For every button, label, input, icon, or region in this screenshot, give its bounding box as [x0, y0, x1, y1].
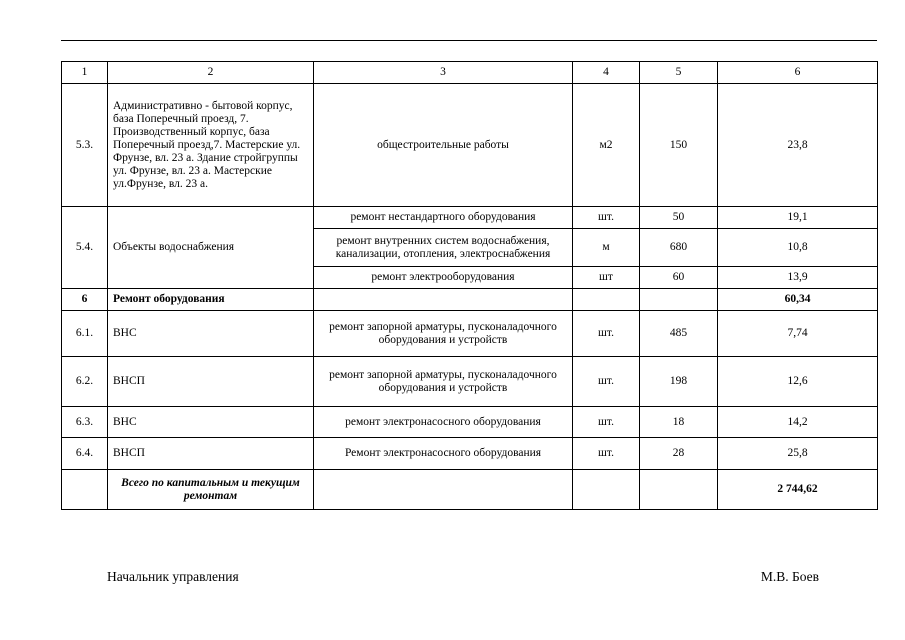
work-type: Ремонт электронасосного оборудования: [314, 438, 573, 470]
work-type: ремонт нестандартного оборудования: [314, 207, 573, 229]
empty-cell: [573, 470, 640, 510]
section-row-6: [62, 289, 878, 311]
unit: м2: [573, 84, 640, 207]
row-number: 5.3.: [62, 84, 108, 207]
object-name: Административно - бытовой корпус, база Поперечный проезд, 7. Производственный корпус, база Поперечный проезд,7. Мастерские ул. Фрунзе, вл. 23 а. Здание стройгруппы ул. Фрунзе, вл. 23 а. Мастерские ул.Фрунзе, вл. 23 а.: [108, 84, 314, 207]
table-row-6-3: [62, 407, 878, 438]
row-number: 6.3.: [62, 407, 108, 438]
repairs-table: [61, 61, 878, 510]
quantity: 150: [640, 84, 718, 207]
section-title: Ремонт оборудования: [108, 289, 314, 311]
quantity: 60: [640, 267, 718, 289]
empty-cell: [573, 289, 640, 311]
object-name: ВНСП: [108, 357, 314, 407]
row-number: 5.4.: [62, 207, 108, 289]
unit: шт.: [573, 357, 640, 407]
section-cost: 60,34: [718, 289, 878, 311]
quantity: 18: [640, 407, 718, 438]
quantity: 28: [640, 438, 718, 470]
cost: 19,1: [718, 207, 878, 229]
row-number: 6.2.: [62, 357, 108, 407]
work-type: общестроительные работы: [314, 84, 573, 207]
unit: шт.: [573, 438, 640, 470]
table-row-5-4-a: [62, 207, 878, 229]
unit: шт: [573, 267, 640, 289]
total-label: Всего по капитальным и текущим ремонтам: [108, 470, 314, 510]
work-type: ремонт запорной арматуры, пусконаладочного оборудования и устройств: [314, 311, 573, 357]
cost: 14,2: [718, 407, 878, 438]
work-type: ремонт электронасосного оборудования: [314, 407, 573, 438]
table-row-6-1: [62, 311, 878, 357]
cost: 13,9: [718, 267, 878, 289]
unit: шт.: [573, 207, 640, 229]
signatory-position: Начальник управления: [107, 569, 239, 584]
work-type: ремонт запорной арматуры, пусконаладочного оборудования и устройств: [314, 357, 573, 407]
empty-cell: [62, 470, 108, 510]
table-row-6-2: [62, 357, 878, 407]
row-number: 6: [62, 289, 108, 311]
top-rule: [61, 40, 877, 41]
object-name: ВНС: [108, 407, 314, 438]
unit: м: [573, 229, 640, 267]
cost: 23,8: [718, 84, 878, 207]
col-header-4: 4: [573, 62, 640, 84]
total-cost: 2 744,62: [718, 470, 878, 510]
col-header-5: 5: [640, 62, 718, 84]
cost: 12,6: [718, 357, 878, 407]
object-name: Объекты водоснабжения: [108, 207, 314, 289]
col-header-1: 1: [62, 62, 108, 84]
signatory-name: М.В. Боев: [760, 569, 819, 584]
cost: 25,8: [718, 438, 878, 470]
header-row: [62, 62, 878, 84]
table-row-6-4: [62, 438, 878, 470]
empty-cell: [640, 470, 718, 510]
col-header-3: 3: [314, 62, 573, 84]
quantity: 485: [640, 311, 718, 357]
object-name: ВНСП: [108, 438, 314, 470]
empty-cell: [314, 289, 573, 311]
work-type: ремонт внутренних систем водоснабжения, канализации, отопления, электроснабжения: [314, 229, 573, 267]
object-name: ВНС: [108, 311, 314, 357]
row-number: 6.4.: [62, 438, 108, 470]
col-header-6: 6: [718, 62, 878, 84]
unit: шт.: [573, 311, 640, 357]
quantity: 50: [640, 207, 718, 229]
col-header-2: 2: [108, 62, 314, 84]
cost: 10,8: [718, 229, 878, 267]
total-row: [62, 470, 878, 510]
unit: шт.: [573, 407, 640, 438]
table-row-5-3: [62, 84, 878, 207]
quantity: 680: [640, 229, 718, 267]
quantity: 198: [640, 357, 718, 407]
cost: 7,74: [718, 311, 878, 357]
work-type: ремонт электрооборудования: [314, 267, 573, 289]
empty-cell: [314, 470, 573, 510]
row-number: 6.1.: [62, 311, 108, 357]
empty-cell: [640, 289, 718, 311]
